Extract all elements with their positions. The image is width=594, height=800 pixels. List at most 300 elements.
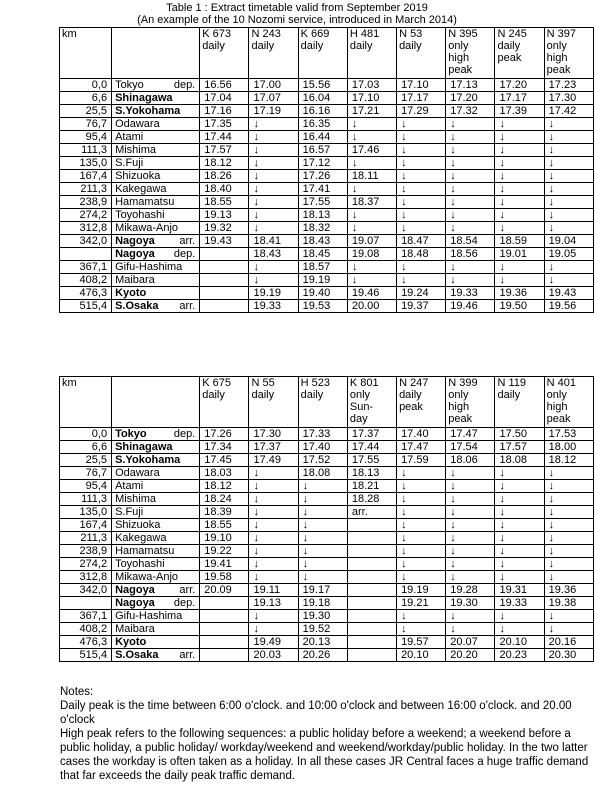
train-header (544, 377, 593, 428)
time-cell: 19.05 (544, 248, 593, 261)
time-cell: 19.07 (347, 235, 396, 248)
time-cell: 16.04 (298, 92, 347, 105)
station-name: Nagoya (115, 248, 155, 260)
caption-line-2: (An example of the 10 Nozomi service, introduced in March 2014) (137, 14, 457, 26)
station-name: Odawara (115, 467, 160, 479)
header-row (60, 28, 594, 79)
time-cell: ↓ (298, 506, 347, 519)
time-cell: 18.37 (347, 196, 396, 209)
time-cell: ↓ (249, 131, 298, 144)
station-suffix: arr. (179, 235, 196, 247)
train-number: K 673 (202, 28, 231, 40)
time-cell: 17.07 (249, 92, 298, 105)
time-cell: 16.16 (298, 105, 347, 118)
time-cell: 17.34 (200, 441, 249, 454)
time-cell: 17.55 (347, 454, 396, 467)
table-row (60, 261, 594, 274)
time-cell: 17.54 (446, 441, 495, 454)
time-cell: ↓ (249, 519, 298, 532)
caption-line-1: Table 1 : Extract timetable valid from September 2019 (166, 2, 428, 14)
time-cell: ↓ (397, 467, 446, 480)
time-cell: ↓ (446, 571, 495, 584)
station-cell (112, 274, 200, 287)
km-cell: 342,0 (60, 235, 112, 248)
station-cell (112, 506, 200, 519)
table-row (60, 196, 594, 209)
station-name: S.Osaka (115, 649, 159, 661)
station-cell (112, 92, 200, 105)
time-cell: ↓ (495, 493, 544, 506)
station-cell (112, 183, 200, 196)
km-cell: 211,3 (60, 532, 112, 545)
station-cell (112, 467, 200, 480)
time-cell: 17.21 (347, 105, 396, 118)
time-cell: 17.46 (347, 144, 396, 157)
time-cell: 19.24 (397, 287, 446, 300)
time-cell: ↓ (249, 274, 298, 287)
time-cell: 18.41 (249, 235, 298, 248)
time-cell (347, 649, 396, 662)
train-number: N 243 (251, 28, 281, 40)
km-cell: 6,6 (60, 441, 112, 454)
station-cell (112, 235, 200, 248)
time-cell: ↓ (249, 209, 298, 222)
table-row (60, 454, 594, 467)
station-name: Nagoya (115, 584, 155, 596)
table-row (60, 428, 594, 441)
time-cell: ↓ (446, 222, 495, 235)
time-cell: 17.44 (200, 131, 249, 144)
time-cell: 17.19 (249, 105, 298, 118)
time-cell: ↓ (446, 623, 495, 636)
time-cell: ↓ (249, 571, 298, 584)
station-name: S.Osaka (115, 300, 159, 312)
km-cell: 6,6 (60, 92, 112, 105)
time-cell: 17.39 (495, 105, 544, 118)
train-note: daily (251, 389, 275, 401)
train-header (397, 377, 446, 428)
time-cell: 17.29 (397, 105, 446, 118)
time-cell: ↓ (446, 467, 495, 480)
time-cell: 18.39 (200, 506, 249, 519)
time-cell: 20.10 (397, 649, 446, 662)
train-note: high (448, 401, 470, 413)
time-cell: 20.20 (446, 649, 495, 662)
time-cell: ↓ (495, 545, 544, 558)
station-suffix: arr. (179, 300, 196, 312)
station-name: Gifu-Hashima (115, 261, 183, 273)
time-cell: ↓ (249, 157, 298, 170)
train-note: peak (546, 413, 571, 425)
time-cell: 18.24 (200, 493, 249, 506)
time-cell: ↓ (347, 261, 396, 274)
time-cell: ↓ (495, 144, 544, 157)
time-cell: ↓ (495, 274, 544, 287)
time-cell: 17.13 (446, 79, 495, 92)
time-cell: 18.45 (298, 248, 347, 261)
km-cell: 111,3 (60, 144, 112, 157)
km-cell: 367,1 (60, 610, 112, 623)
time-cell (347, 532, 396, 545)
station-cell (112, 441, 200, 454)
time-cell: ↓ (397, 532, 446, 545)
time-cell: ↓ (446, 610, 495, 623)
station-name: Tokyo (115, 428, 147, 440)
station-header (112, 377, 200, 428)
time-cell: 18.12 (200, 480, 249, 493)
station-cell (112, 532, 200, 545)
time-cell: 18.12 (544, 454, 593, 467)
train-note: only (448, 40, 469, 52)
time-cell: 17.23 (544, 79, 593, 92)
station-cell (112, 170, 200, 183)
time-cell: ↓ (446, 131, 495, 144)
time-cell: ↓ (544, 480, 593, 493)
time-cell: 18.55 (200, 196, 249, 209)
time-cell: ↓ (446, 196, 495, 209)
time-cell (200, 300, 249, 313)
time-cell: ↓ (544, 183, 593, 196)
station-suffix: arr. (179, 649, 196, 661)
time-cell: ↓ (249, 183, 298, 196)
time-cell (347, 636, 396, 649)
time-cell: ↓ (298, 493, 347, 506)
station-name: Mishima (115, 144, 157, 156)
time-cell (347, 558, 396, 571)
time-cell: 17.12 (298, 157, 347, 170)
km-cell: 515,4 (60, 649, 112, 662)
station-cell (112, 196, 200, 209)
time-cell: 18.55 (200, 519, 249, 532)
train-number: N 397 (546, 28, 577, 40)
time-cell (347, 597, 396, 610)
station-suffix: dep. (173, 597, 196, 609)
station-cell (112, 428, 200, 441)
km-cell: 274,2 (60, 558, 112, 571)
time-cell: 18.56 (446, 248, 495, 261)
station-name: Atami (115, 480, 144, 492)
time-cell: ↓ (249, 118, 298, 131)
station-cell (112, 545, 200, 558)
time-cell: 19.38 (544, 597, 593, 610)
table-row (60, 571, 594, 584)
train-note: day (349, 413, 368, 425)
station-cell (112, 118, 200, 131)
time-cell: ↓ (495, 261, 544, 274)
time-cell: 17.53 (544, 428, 593, 441)
station-name: Kakegawa (115, 532, 167, 544)
table-row (60, 157, 594, 170)
time-cell: ↓ (544, 274, 593, 287)
time-cell: 19.53 (298, 300, 347, 313)
time-cell: 17.49 (249, 454, 298, 467)
time-cell: 19.13 (249, 597, 298, 610)
time-cell: 17.50 (495, 428, 544, 441)
km-cell (60, 248, 112, 261)
table-row (60, 480, 594, 493)
km-cell: 95,4 (60, 480, 112, 493)
time-cell: ↓ (397, 558, 446, 571)
time-cell: 19.46 (347, 287, 396, 300)
station-name: Odawara (115, 118, 160, 130)
train-number: N 53 (399, 28, 423, 40)
time-cell: 20.16 (544, 636, 593, 649)
time-cell: ↓ (446, 493, 495, 506)
table-row (60, 649, 594, 662)
time-cell: 18.54 (446, 235, 495, 248)
time-cell: 19.43 (200, 235, 249, 248)
notes-heading: Notes: (60, 686, 94, 698)
station-cell (112, 131, 200, 144)
time-cell: ↓ (249, 506, 298, 519)
km-cell: 76,7 (60, 118, 112, 131)
train-note: Sun- (349, 401, 374, 413)
table-row (60, 274, 594, 287)
time-cell: 19.57 (397, 636, 446, 649)
time-cell: ↓ (397, 118, 446, 131)
time-cell: 20.10 (495, 636, 544, 649)
train-header (347, 377, 396, 428)
km-cell: 167,4 (60, 519, 112, 532)
station-name: S.Fuji (115, 506, 144, 518)
time-cell: 17.04 (200, 92, 249, 105)
station-name: Maibara (115, 274, 155, 286)
time-cell: 17.57 (495, 441, 544, 454)
time-cell: 18.57 (298, 261, 347, 274)
km-cell: 408,2 (60, 623, 112, 636)
station-cell (112, 571, 200, 584)
time-cell: 19.33 (249, 300, 298, 313)
train-note: peak (546, 64, 571, 76)
time-cell: 18.26 (200, 170, 249, 183)
time-cell: 19.43 (544, 287, 593, 300)
time-cell: ↓ (397, 131, 446, 144)
time-cell: 20.13 (298, 636, 347, 649)
time-cell: 19.13 (200, 209, 249, 222)
table-row (60, 519, 594, 532)
train-note: peak (448, 64, 473, 76)
station-name: Mikawa-Anjo (115, 222, 179, 234)
station-name: Shizuoka (115, 170, 161, 182)
table-row (60, 441, 594, 454)
table-row (60, 506, 594, 519)
time-cell: ↓ (397, 222, 446, 235)
train-note: peak (399, 401, 423, 413)
time-cell: 18.06 (446, 454, 495, 467)
km-cell: 476,3 (60, 636, 112, 649)
time-cell: 19.19 (249, 287, 298, 300)
time-cell: 19.31 (495, 584, 544, 597)
time-cell: 16.44 (298, 131, 347, 144)
time-cell: ↓ (249, 222, 298, 235)
time-cell: 19.40 (298, 287, 347, 300)
time-cell: 17.17 (397, 92, 446, 105)
time-cell: 20.30 (544, 649, 593, 662)
time-cell: 18.43 (298, 235, 347, 248)
station-cell (112, 558, 200, 571)
time-cell: ↓ (446, 545, 495, 558)
km-cell (60, 597, 112, 610)
time-cell: 18.47 (397, 235, 446, 248)
table-row (60, 209, 594, 222)
time-cell: arr. (347, 506, 396, 519)
time-cell: ↓ (249, 532, 298, 545)
train-note: only (448, 389, 469, 401)
time-cell: 16.57 (298, 144, 347, 157)
train-header (200, 28, 249, 79)
time-cell: ↓ (544, 222, 593, 235)
train-note: daily (300, 389, 324, 401)
time-cell: 17.52 (298, 454, 347, 467)
train-header (495, 28, 544, 79)
train-note: high (448, 52, 470, 64)
station-header (112, 28, 200, 79)
time-cell: 17.26 (200, 428, 249, 441)
table-row (60, 545, 594, 558)
train-note: daily (300, 40, 324, 52)
train-note: only (349, 389, 371, 401)
time-cell: 19.01 (495, 248, 544, 261)
time-cell: ↓ (544, 532, 593, 545)
time-cell: ↓ (446, 558, 495, 571)
station-name: Toyohashi (115, 558, 165, 570)
time-cell: ↓ (446, 183, 495, 196)
table-row (60, 287, 594, 300)
time-cell: 18.00 (544, 441, 593, 454)
station-cell (112, 597, 200, 610)
station-cell (112, 144, 200, 157)
station-cell (112, 610, 200, 623)
time-cell: 19.33 (446, 287, 495, 300)
time-cell: ↓ (495, 506, 544, 519)
km-cell: 76,7 (60, 467, 112, 480)
time-cell: ↓ (495, 222, 544, 235)
table-row (60, 610, 594, 623)
km-cell: 274,2 (60, 209, 112, 222)
table-row (60, 118, 594, 131)
table-row (60, 183, 594, 196)
table-row (60, 92, 594, 105)
train-number: N 247 (399, 377, 429, 389)
station-name: Shinagawa (115, 441, 173, 453)
train-header (446, 377, 495, 428)
time-cell: ↓ (495, 118, 544, 131)
station-cell (112, 519, 200, 532)
station-cell (112, 480, 200, 493)
station-cell (112, 157, 200, 170)
station-name: Mishima (115, 493, 157, 505)
time-cell: ↓ (544, 118, 593, 131)
train-note: high (546, 52, 568, 64)
time-cell: ↓ (446, 261, 495, 274)
km-cell: 0,0 (60, 428, 112, 441)
time-cell: ↓ (495, 467, 544, 480)
time-cell: ↓ (397, 170, 446, 183)
timetable-2 (59, 376, 594, 662)
time-cell: 17.32 (446, 105, 495, 118)
train-header (544, 28, 593, 79)
table-row (60, 79, 594, 92)
time-cell: ↓ (397, 183, 446, 196)
time-cell: 19.04 (544, 235, 593, 248)
time-cell: ↓ (397, 610, 446, 623)
notes-daily-peak: Daily peak is the time between 6:00 o'clock. and 10:00 o'clock and between 16:00 o'clock. and 20.00 o'clock (60, 700, 572, 726)
train-number: H 523 (300, 377, 331, 389)
train-note: daily (349, 40, 373, 52)
time-cell (347, 545, 396, 558)
time-cell: 17.33 (298, 428, 347, 441)
train-number: N 55 (251, 377, 275, 389)
time-cell: 19.46 (446, 300, 495, 313)
time-cell: ↓ (495, 519, 544, 532)
time-cell: ↓ (495, 183, 544, 196)
time-cell: 17.37 (347, 428, 396, 441)
time-cell: 20.07 (446, 636, 495, 649)
table-row (60, 636, 594, 649)
train-note: high (546, 401, 568, 413)
time-cell: 17.42 (544, 105, 593, 118)
km-cell: 515,4 (60, 300, 112, 313)
time-cell: 19.28 (446, 584, 495, 597)
table-row (60, 493, 594, 506)
train-note: daily (399, 389, 422, 401)
time-cell: ↓ (544, 170, 593, 183)
time-cell: ↓ (347, 118, 396, 131)
time-cell: 17.47 (446, 428, 495, 441)
time-cell: 18.48 (397, 248, 446, 261)
time-cell: 15.56 (298, 79, 347, 92)
header-row (60, 377, 594, 428)
train-number: K 801 (349, 377, 379, 389)
km-cell: 0,0 (60, 79, 112, 92)
time-cell: ↓ (347, 209, 396, 222)
time-cell: 17.17 (495, 92, 544, 105)
station-cell (112, 261, 200, 274)
train-note: only (546, 389, 567, 401)
train-number: N 401 (546, 377, 577, 389)
time-cell: 19.56 (544, 300, 593, 313)
time-cell: ↓ (249, 196, 298, 209)
time-cell: 17.40 (397, 428, 446, 441)
time-cell: ↓ (544, 261, 593, 274)
time-cell: 19.37 (397, 300, 446, 313)
table-row (60, 300, 594, 313)
time-cell: 16.56 (200, 79, 249, 92)
time-cell: ↓ (397, 493, 446, 506)
time-cell: ↓ (495, 571, 544, 584)
station-name: Kakegawa (115, 183, 167, 195)
train-number: N 395 (448, 28, 478, 40)
km-cell: 408,2 (60, 274, 112, 287)
time-cell: 18.21 (347, 480, 396, 493)
time-cell: ↓ (397, 157, 446, 170)
time-cell: ↓ (446, 480, 495, 493)
station-cell (112, 105, 200, 118)
station-cell (112, 584, 200, 597)
time-cell: ↓ (446, 170, 495, 183)
km-cell: 312,8 (60, 571, 112, 584)
train-note: daily (497, 389, 521, 401)
time-cell: 19.10 (200, 532, 249, 545)
time-cell: 19.33 (495, 597, 544, 610)
time-cell (347, 571, 396, 584)
station-cell (112, 300, 200, 313)
time-cell: ↓ (495, 209, 544, 222)
station-name: Hamamatsu (115, 196, 175, 208)
time-cell: ↓ (298, 480, 347, 493)
time-cell: ↓ (544, 545, 593, 558)
time-cell: ↓ (298, 519, 347, 532)
